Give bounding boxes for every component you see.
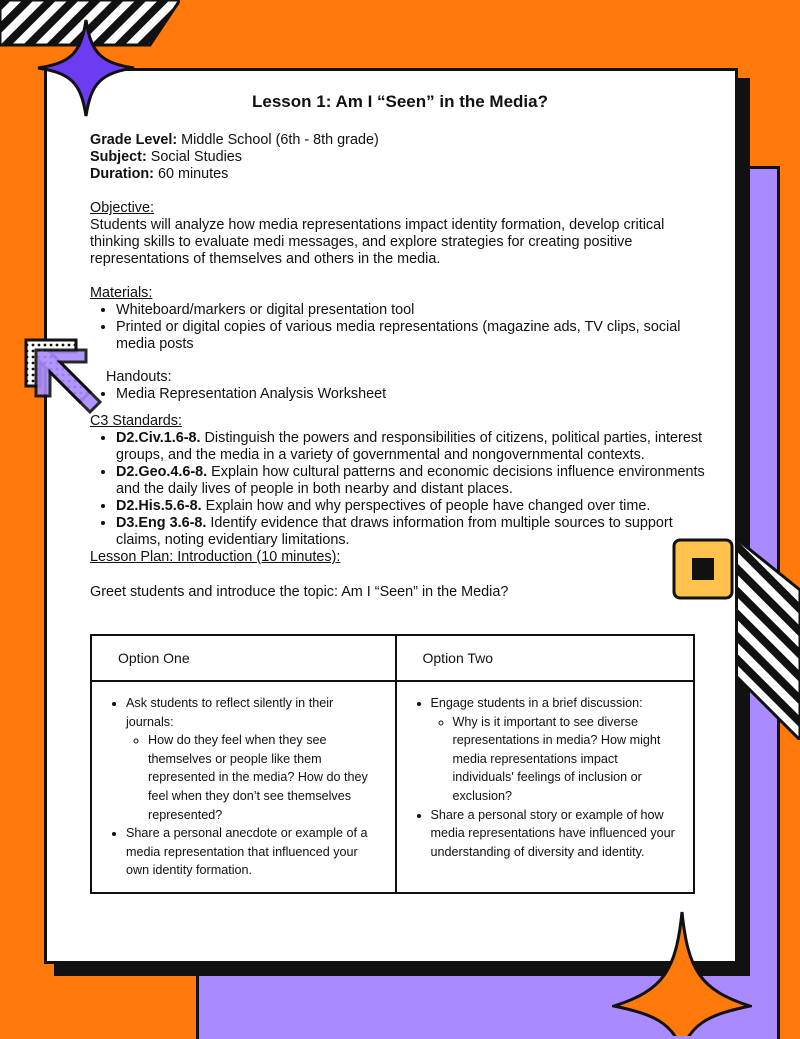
options-table <box>90 634 695 894</box>
four-point-star-icon-bottom <box>612 910 752 1036</box>
meta-label: Grade Level: <box>90 132 178 148</box>
standard-text: Identify evidence that draws information from multiple sources to support claims, noting evidentiary limitations. <box>116 515 673 548</box>
standard-code: D3.Eng 3.6-8. <box>116 515 207 531</box>
standard-code: D2.Geo.4.6-8. <box>116 464 208 480</box>
standard-item <box>116 498 710 515</box>
list-item: ◦ Why is it important to see diverse representations in media? How might media representations impact individuals' feelings of inclusion or exclusion? <box>453 713 676 806</box>
yellow-square-icon <box>672 538 736 602</box>
standard-text: Distinguish the powers and responsibilities of citizens, political parties, interest groups, and the media in a variety of governmental and nongovernmental contexts. <box>116 430 703 463</box>
standard-item <box>116 464 710 498</box>
standards-heading: C3 Standards: <box>90 413 182 429</box>
meta-value: 60 minutes <box>153 166 229 182</box>
lesson-plan-heading: Lesson Plan: Introduction (10 minutes): <box>90 549 341 565</box>
list-item: ◦ How do they feel when they see themselves or people like them represented in the media? How do they feel when they don’t see themselves represented? <box>148 731 377 824</box>
handouts-label: Handouts: <box>106 369 172 385</box>
objective-text: Students will analyze how media representations impact identity formation, develop critical thinking skills to evaluate medi messages, and explore strategies for creating positive representations of themselves and others in the media. <box>90 217 665 267</box>
meta-subject <box>90 149 710 166</box>
meta-duration <box>90 166 710 183</box>
list-item: • Whiteboard/markers or digital presentation tool <box>116 302 710 319</box>
page-title: Lesson 1: Am I “Seen” in the Media? <box>252 92 548 111</box>
standard-code: D2.His.5.6-8. <box>116 498 202 514</box>
standard-text: Explain how cultural patterns and economic decisions influence environments and the daily lives of people in both nearby and distant places. <box>116 464 705 497</box>
greet-text: Greet students and introduce the topic: Am I “Seen” in the Media? <box>90 584 509 600</box>
list-item: • Share a personal anecdote or example of a media representation that influenced your own identity formation. <box>126 824 377 880</box>
meta-grade-level <box>90 132 710 149</box>
standards-list <box>90 430 710 549</box>
option-one-header: Option One <box>91 635 396 681</box>
list-item: • Media Representation Analysis Worksheet <box>116 386 710 403</box>
list-item: • Ask students to reflect silently in their journals: ◦ How do they feel when they see themselves or people like them represented in the media? How do they feel when they don’t see themselves represented? <box>126 694 377 824</box>
list-item: • Share a personal story or example of how media representations have influenced your understanding of diversity and identity. <box>431 806 676 862</box>
option-two-header: Option Two <box>396 635 695 681</box>
diagonal-arrow-icon <box>6 330 106 420</box>
materials-list <box>90 302 710 353</box>
standard-text: Explain how and why perspectives of people have changed over time. <box>201 498 651 514</box>
list-item: • Engage students in a brief discussion: ◦ Why is it important to see diverse representations in media? How might media representations impact individuals' feelings of inclusion or exclusion? <box>431 694 676 806</box>
meta-label: Subject: <box>90 149 147 165</box>
option-two-cell <box>396 681 695 893</box>
four-point-star-icon <box>36 18 136 118</box>
handouts-list <box>90 386 710 403</box>
lesson-content <box>90 93 710 601</box>
meta-value: Middle School (6th - 8th grade) <box>177 132 379 148</box>
standard-code: D2.Civ.1.6-8. <box>116 430 201 446</box>
standard-item <box>116 430 710 464</box>
materials-heading: Materials: <box>90 285 153 301</box>
lesson-meta <box>90 132 710 183</box>
meta-value: Social Studies <box>146 149 242 165</box>
list-item: • Printed or digital copies of various media representations (magazine ads, TV clips, social media posts <box>116 319 710 353</box>
meta-label: Duration: <box>90 166 154 182</box>
option-one-cell <box>91 681 396 893</box>
standard-item <box>116 515 710 549</box>
objective-heading: Objective: <box>90 200 154 216</box>
lesson-card <box>44 68 738 964</box>
